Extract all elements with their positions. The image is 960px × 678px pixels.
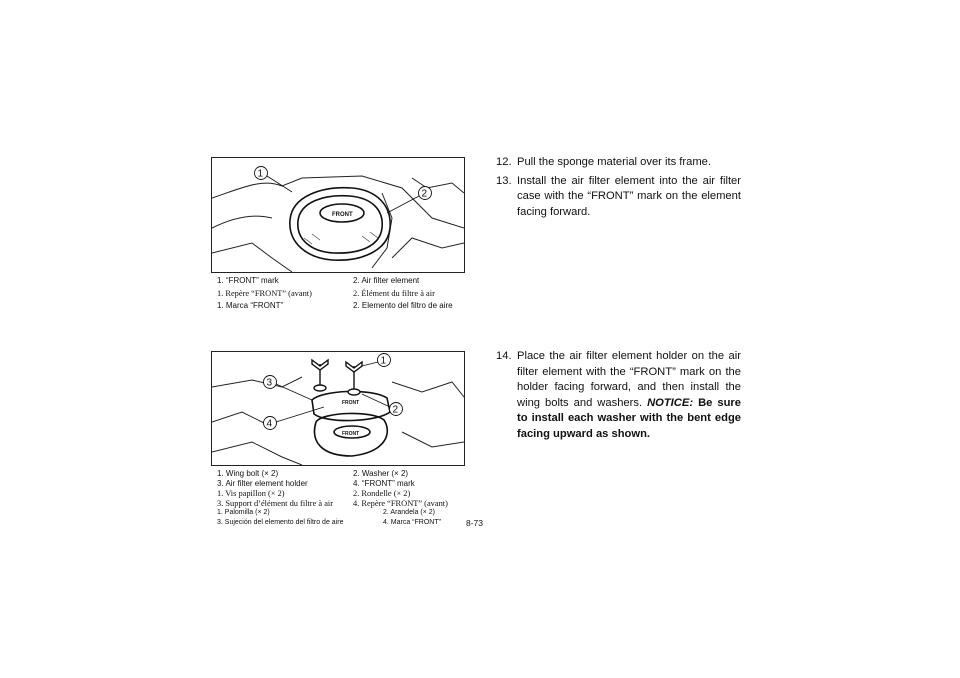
caption-row-es xyxy=(217,519,467,529)
figure-air-filter-front-mark xyxy=(211,157,465,273)
caption-item: 2. Arandela (× 2) xyxy=(383,509,435,516)
step-number: 14. xyxy=(496,350,512,362)
step-text: Place the air filter element holder on the air filter element with the “FRONT” mark on the holder facing forward, and then install the wing bolts and washers. xyxy=(517,350,741,409)
instruction-steps-lower xyxy=(496,349,741,445)
callout-4: 4 xyxy=(266,418,273,430)
notice-text: Be sure to install each washer with the bent edge facing upward as shown. xyxy=(517,396,741,440)
callout-1: 1 xyxy=(257,168,264,180)
caption-item: 3. Support d’élément du filtre à air xyxy=(217,499,334,508)
page-number: 8-73 xyxy=(466,518,484,528)
caption-row-fr xyxy=(217,289,467,302)
caption-row-fr xyxy=(217,499,467,509)
callout-1: 1 xyxy=(380,355,387,367)
front-label-on-filter: FRONT xyxy=(342,431,360,437)
step-12 xyxy=(496,155,741,171)
caption-item: 3. Air filter element holder xyxy=(217,479,308,488)
callout-2: 2 xyxy=(421,188,428,200)
caption-row-fr xyxy=(217,489,467,499)
caption-block-es xyxy=(217,509,467,529)
step-number: 12. xyxy=(496,156,512,168)
caption-item: 2. Rondelle (× 2) xyxy=(353,489,411,498)
figure-air-filter-holder xyxy=(211,351,465,466)
caption-item: 4. Repère “FRONT” (avant) xyxy=(353,499,448,508)
front-label-on-holder: FRONT xyxy=(342,400,360,406)
caption-item: 1. Repère “FRONT” (avant) xyxy=(217,288,312,298)
caption-row-es xyxy=(217,509,467,519)
step-number: 13. xyxy=(496,174,512,187)
instruction-steps-upper xyxy=(496,155,741,223)
caption-row-en xyxy=(217,469,467,479)
caption-item: 2. Washer (× 2) xyxy=(353,469,409,478)
callout-3: 3 xyxy=(266,377,273,389)
caption-item: 2. Élément du filtre à air xyxy=(353,288,435,298)
air-filter-illustration xyxy=(212,158,464,272)
step-13 xyxy=(496,174,741,221)
caption-item: 1. Wing bolt (× 2) xyxy=(217,469,279,478)
caption-item: 2. Air filter element xyxy=(353,276,420,285)
caption-row-en xyxy=(217,276,467,289)
step-text: Pull the sponge material over its frame. xyxy=(517,156,712,168)
caption-item: 3. Sujeción del elemento del filtro de aire xyxy=(217,519,344,526)
holder-illustration xyxy=(212,352,464,465)
caption-row-en xyxy=(217,479,467,489)
step-14 xyxy=(496,349,741,442)
figure1-caption xyxy=(217,276,467,314)
callout-2: 2 xyxy=(392,404,399,416)
front-label-on-filter: FRONT xyxy=(332,212,353,218)
caption-item: 2. Elemento del filtro de aire xyxy=(353,301,453,310)
caption-item: 1. Marca “FRONT” xyxy=(217,301,284,310)
step-text: Install the air filter element into the air filter case with the “FRONT” mark on the element facing forward. xyxy=(517,174,741,218)
notice-label: NOTICE: xyxy=(647,396,694,409)
caption-item: 4. “FRONT” mark xyxy=(353,479,415,488)
caption-item: 4. Marca “FRONT” xyxy=(383,519,441,526)
caption-row-es xyxy=(217,301,467,314)
caption-item: 1. Palomilla (× 2) xyxy=(217,509,270,516)
figure2-caption xyxy=(217,469,467,529)
caption-item: 1. Vis papillon (× 2) xyxy=(217,489,285,498)
caption-item: 1. “FRONT” mark xyxy=(217,276,279,285)
